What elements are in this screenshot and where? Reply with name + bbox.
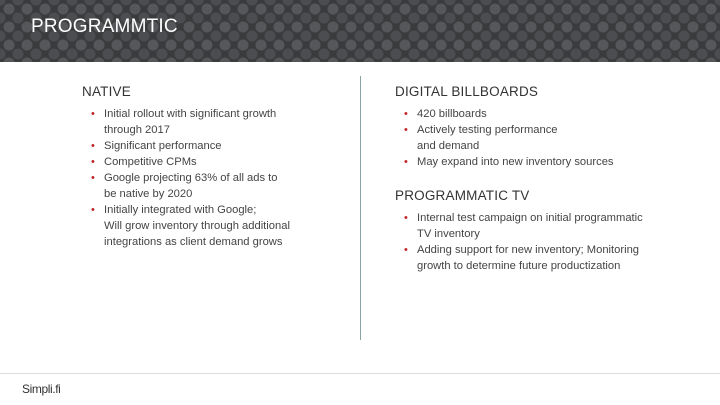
bullet-text-line: through 2017 [104,124,170,136]
bullet-item [82,170,322,202]
bullet-item [395,154,675,170]
programmatic-tv-heading: PROGRAMMATIC TV [395,188,530,203]
bullet-dot-icon: • [404,244,408,256]
bullet-dot-icon: • [91,156,95,168]
column-divider [360,76,361,340]
bullet-dot-icon: • [404,212,408,224]
bullet-text-line: May expand into new inventory sources [417,156,614,168]
native-bullet-list [82,106,322,250]
bullet-item [82,106,322,138]
bullet-text-line: Will grow inventory through additional [104,220,290,232]
bullet-text-line: integrations as client demand grows [104,236,283,248]
slide-title: PROGRAMMTIC [31,16,178,37]
programmatic-tv-section [395,188,675,274]
bullet-dot-icon: • [404,156,408,168]
bullet-text-line: Adding support for new inventory; Monitoring [417,244,640,256]
bullet-text-line: Actively testing performance [417,124,558,136]
bullet-dot-icon: • [91,140,95,152]
bullet-text-line: Significant performance [104,140,222,152]
bullet-dot-icon: • [404,124,408,136]
bullet-text-line: Initially integrated with Google; [104,204,257,216]
bullet-item [395,122,675,154]
bullet-dot-icon: • [91,108,95,120]
bullet-text-line: 420 billboards [417,108,487,120]
native-section [82,84,322,250]
simplifi-logo: Simpli.fi [22,382,61,396]
bullet-item [395,106,675,122]
header-banner [0,0,720,62]
bullet-text-line: Internal test campaign on initial programmatic [417,212,643,224]
bullet-dot-icon: • [404,108,408,120]
left-column [82,84,322,268]
bullet-item [82,138,322,154]
bullet-item [82,154,322,170]
bullet-text-line: Competitive CPMs [104,156,197,168]
bullet-item [395,242,675,274]
digital-billboards-bullet-list [395,106,675,170]
native-heading: NATIVE [82,84,131,99]
digital-billboards-heading: DIGITAL BILLBOARDS [395,84,539,99]
bullet-item [395,210,675,242]
bullet-text-line: Initial rollout with significant growth [104,108,277,120]
bullet-item [82,202,322,250]
bullet-text-line: Google projecting 63% of all ads to [104,172,278,184]
bullet-dot-icon: • [91,204,95,216]
bullet-dot-icon: • [91,172,95,184]
bullet-text-line: growth to determine future productization [417,260,621,272]
programmatic-tv-bullet-list [395,210,675,274]
bullet-text-line: and demand [417,140,480,152]
bullet-text-line: TV inventory [417,228,480,240]
footer-divider [0,373,720,374]
digital-billboards-section [395,84,675,170]
right-column [395,84,675,292]
bullet-text-line: be native by 2020 [104,188,193,200]
